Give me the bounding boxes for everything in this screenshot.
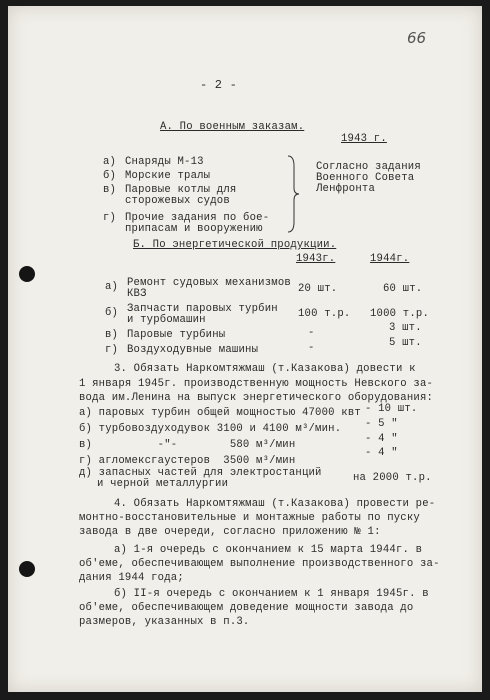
section-a-note: Ленфронта xyxy=(316,183,376,195)
item3-equipment-qty: - 4 " xyxy=(365,433,398,445)
punch-hole xyxy=(19,561,35,577)
section-b-row-text: и турбомашин xyxy=(127,314,206,326)
item3-equipment-text: в) -"- 580 м³/мин xyxy=(79,439,296,451)
section-b-value-1943: - xyxy=(308,342,315,354)
item4-line: размеров, указанных в п.3. xyxy=(79,616,250,628)
section-b-row-letter: б) xyxy=(105,307,119,319)
item3-equipment-qty: - 10 шт. xyxy=(365,403,418,415)
item3-equipment-qty: - 5 " xyxy=(365,418,398,430)
item4-line: б) II-я очередь с окончанием к 1 января 1945г. в xyxy=(114,588,429,600)
item3-equipment-text: и черной металлургии xyxy=(97,478,229,490)
section-b-value-1944: 5 шт. xyxy=(389,337,422,349)
item4-line: 4. Обязать Наркомтяжмаш (т.Казакова) провести ре- xyxy=(114,498,436,510)
section-b-value-1943: 100 т.р. xyxy=(298,308,351,320)
item3-equipment-text: г) агломексгаустеров 3500 м³/мин xyxy=(79,455,296,467)
section-a-item-text: сторожевых судов xyxy=(125,195,230,207)
punch-hole xyxy=(19,266,35,282)
section-b-col-header: 1943г. xyxy=(296,253,336,265)
document-page xyxy=(8,6,482,692)
curly-brace-icon xyxy=(286,154,300,234)
section-a-item-letter: г) xyxy=(103,212,117,224)
section-a-note: Согласно задания xyxy=(316,161,421,173)
section-a-note: Военного Совета xyxy=(316,172,415,184)
section-b-col-header: 1944г. xyxy=(370,253,410,265)
section-a-item-text: Прочие задания по бое- xyxy=(125,212,270,224)
item3-equipment-text: а) паровых турбин общей мощностью 47000 квт xyxy=(79,407,361,419)
section-a-item-text: Паровые котлы для xyxy=(125,184,237,196)
page-marker: - 2 - xyxy=(200,78,238,92)
section-b-row-letter: в) xyxy=(105,329,119,341)
section-b-value-1943: - xyxy=(308,327,315,339)
section-a-item-letter: в) xyxy=(103,184,117,196)
item4-line: дания 1944 года; xyxy=(79,572,184,584)
section-b-value-1943: 20 шт. xyxy=(298,283,338,295)
section-b-row-text: Ремонт судовых механизмов xyxy=(127,277,291,289)
item3-line: 3. Обязать Наркомтяжмаш (т.Казакова) довести к xyxy=(114,363,416,375)
section-a-item-text: припасам и вооружению xyxy=(125,223,263,235)
handwritten-page-number: 66 xyxy=(407,29,427,47)
section-b-value-1944: 1000 т.р. xyxy=(370,308,430,320)
item4-line: монтно-восстановительные и монтажные работы по пуску xyxy=(79,512,420,524)
item3-equipment-text: д) запасных частей для электростанций xyxy=(79,467,322,479)
section-a-item-text: Снаряды М-13 xyxy=(125,156,204,168)
item3-line: вода им.Ленина на выпуск энергетического оборудования: xyxy=(79,392,434,404)
item3-equipment-text: б) турбовоздуходувок 3100 и 4100 м³/мин. xyxy=(79,423,342,435)
item4-line: завода в две очереди, согласно приложению № 1: xyxy=(79,526,381,538)
section-b-row-letter: г) xyxy=(105,344,119,356)
section-b-value-1944: 3 шт. xyxy=(389,322,422,334)
section-b-row-text: Паровые турбины xyxy=(127,329,226,341)
item4-line: об'еме, обеспечивающем доведение мощности завода до xyxy=(79,602,414,614)
section-b-row-text: КВЗ xyxy=(127,288,147,300)
item3-line: 1 января 1945г. производственную мощность Невского за- xyxy=(79,378,434,390)
item3-equipment-qty: - 4 " xyxy=(365,447,398,459)
item4-line: а) 1-я очередь с окончанием к 15 марта 1944г. в xyxy=(114,544,423,556)
section-b-title: Б. По энергетической продукции. xyxy=(133,239,337,251)
item3-equipment-qty: на 2000 т.р. xyxy=(353,472,432,484)
section-a-year: 1943 г. xyxy=(341,133,387,145)
section-b-row-text: Запчасти паровых турбин xyxy=(127,303,278,315)
section-b-row-letter: а) xyxy=(105,281,119,293)
section-a-item-letter: а) xyxy=(103,156,117,168)
item4-line: об'еме, обеспечивающем выполнение производственного за- xyxy=(79,558,440,570)
section-a-item-text: Морские тралы xyxy=(125,170,211,182)
section-b-row-text: Воздуходувные машины xyxy=(127,344,259,356)
section-b-value-1944: 60 шт. xyxy=(383,283,423,295)
section-a-item-letter: б) xyxy=(103,170,117,182)
section-a-title: А. По военным заказам. xyxy=(160,121,305,133)
